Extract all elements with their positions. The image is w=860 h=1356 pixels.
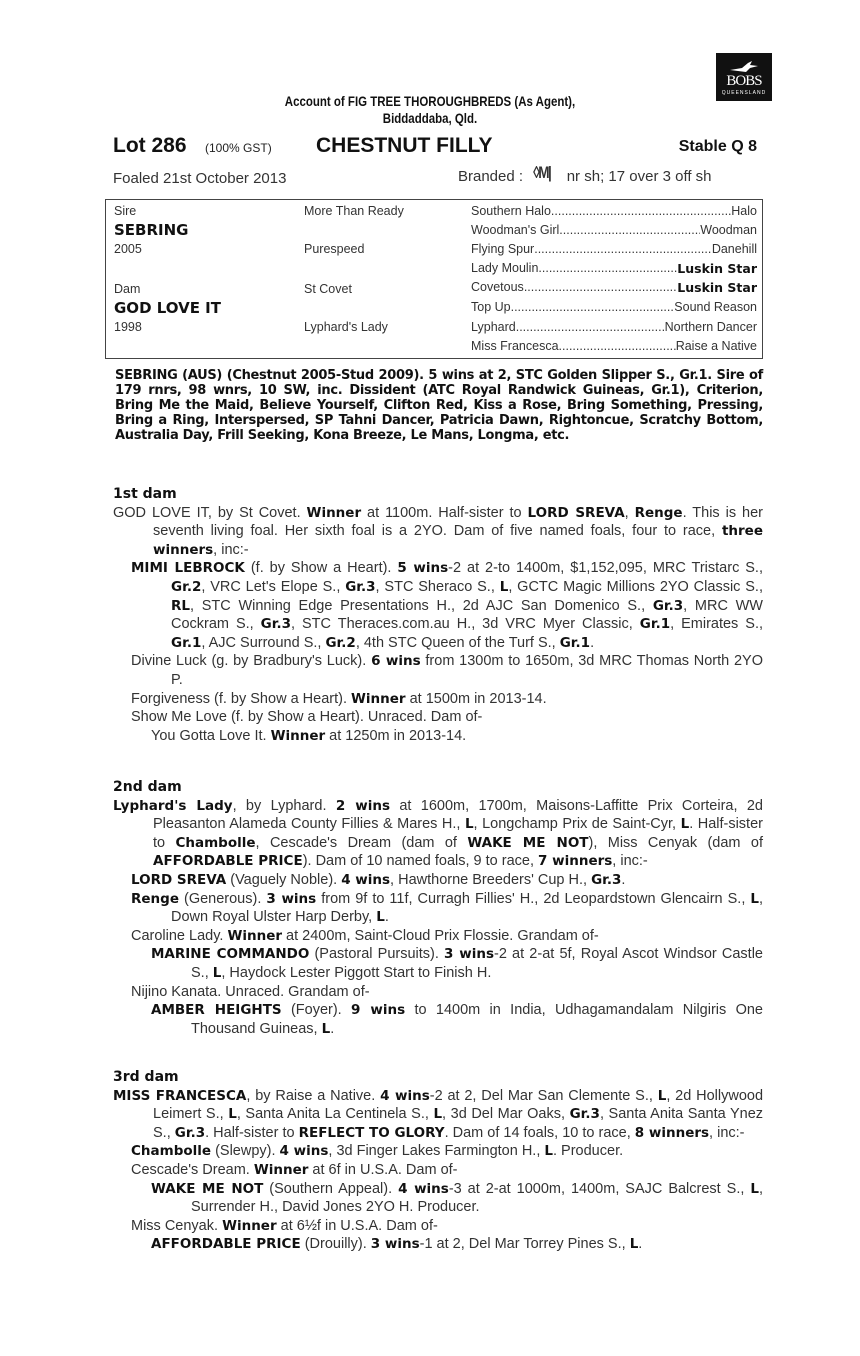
text-run: (Vaguely Noble). — [226, 871, 342, 888]
brand-detail: nr sh; 17 over 3 off sh — [566, 168, 712, 185]
text-run: Nijino Kanata. Unraced. Grandam of- — [131, 983, 370, 1000]
entry-paragraph — [113, 690, 763, 709]
horse-name: Flying Spur — [471, 242, 535, 256]
bold-highlight: Renge — [634, 504, 683, 521]
bold-highlight: AFFORDABLE PRICE — [151, 1236, 301, 1253]
text-run: -1 at 2, Del Mar Torrey Pines S., — [419, 1236, 630, 1253]
text-run: , STC Sheraco S., — [375, 578, 500, 595]
entry-paragraph — [113, 871, 763, 890]
sire-name: Northern Dancer — [664, 320, 757, 334]
text-run: . — [638, 1236, 643, 1253]
bold-highlight: Winner — [253, 1161, 309, 1178]
third-gen-row — [471, 339, 757, 353]
text-run: . Producer. — [553, 1143, 624, 1160]
section-heading: 3rd dam — [113, 1069, 179, 1085]
stable-location: Stable Q 8 — [678, 138, 757, 155]
text-run: from 9f to 11f, Curragh Fillies' H., 2d Leopardstown Glencairn S., — [316, 890, 751, 907]
leader-dots — [551, 204, 731, 218]
text-run: -2 at 2-at 5f, Royal Ascot Windsor Castle S., — [191, 946, 763, 981]
bold-highlight: Gr.2 — [171, 578, 202, 595]
text-run: , Santa Anita Santa Ynez S., — [153, 1106, 764, 1141]
text-run: , AJC Surround S., — [201, 634, 326, 651]
sire-name: SEBRING — [114, 221, 189, 239]
leader-dots — [524, 280, 677, 295]
text-run: (Pastoral Pursuits). — [309, 946, 445, 963]
bold-highlight: L — [464, 816, 474, 833]
horse-name: Covetous — [471, 280, 524, 294]
bold-highlight: L — [433, 1106, 443, 1123]
bold-highlight: L — [680, 816, 690, 833]
entry-paragraph — [113, 1087, 763, 1143]
vendor-line-2: Biddaddaba, Qld. — [382, 110, 478, 126]
third-gen-row — [471, 300, 757, 314]
text-run: , inc:- — [213, 541, 249, 558]
bold-highlight: Gr.3 — [260, 616, 292, 633]
text-run: Caroline Lady. — [131, 927, 228, 944]
brand-mark-icon: ◊M| — [533, 163, 551, 182]
logo-subtext: QUEENSLAND — [721, 90, 767, 96]
bold-highlight: Gr.3 — [345, 578, 376, 595]
text-run: , 3d Finger Lakes Farmington H., — [328, 1143, 545, 1160]
bold-highlight: 3 wins — [370, 1236, 420, 1253]
leader-dots — [559, 339, 676, 353]
text-run: (Generous). — [178, 890, 267, 907]
bold-highlight: Winner — [270, 727, 326, 744]
bold-highlight: WAKE ME NOT — [467, 834, 589, 851]
horse-name: Miss Francesca — [471, 339, 559, 353]
bold-highlight: L — [228, 1106, 237, 1123]
entry-paragraph — [113, 797, 763, 871]
text-run: at 1250m in 2013-14. — [325, 727, 467, 744]
text-run: , Santa Anita La Centinela S., — [236, 1106, 434, 1123]
entry-paragraph — [113, 1161, 763, 1180]
third-gen-row — [471, 204, 757, 218]
bold-highlight: L — [629, 1236, 639, 1253]
lot-description: CHESTNUT FILLY — [316, 134, 493, 157]
entry-paragraph — [113, 1217, 763, 1236]
bold-highlight: Gr.1 — [639, 616, 671, 633]
dam-name: GOD LOVE IT — [114, 299, 221, 317]
third-dam-section — [113, 1068, 763, 1254]
text-run: , Surrender H., David Jones 2YO H. Producer. — [191, 1180, 763, 1216]
third-gen-row — [471, 242, 757, 256]
text-run: . — [590, 634, 595, 651]
sire-sire: More Than Ready — [304, 204, 404, 218]
entry-paragraph — [113, 559, 763, 652]
text-run: at 1500m in 2013-14. — [405, 690, 547, 707]
bold-highlight: L — [212, 964, 222, 981]
section-heading: 1st dam — [113, 486, 177, 502]
bold-highlight: Gr.3 — [569, 1106, 600, 1123]
text-run: GOD LOVE IT, by St Covet. — [113, 504, 307, 521]
third-gen-row — [471, 223, 757, 237]
text-run: , Haydock Lester Piggott Start to Finish H. — [221, 964, 492, 981]
sire-name: Luskin Star — [677, 261, 757, 276]
horse-name: Woodman's Girl — [471, 223, 560, 237]
bird-icon — [728, 60, 760, 74]
dam-dam: Lyphard's Lady — [304, 320, 388, 334]
leader-dots — [559, 223, 700, 237]
section-heading: 2nd dam — [113, 779, 182, 795]
bold-highlight: 9 wins — [351, 1002, 406, 1019]
entry-paragraph — [113, 927, 763, 946]
bold-highlight: 7 winners — [538, 853, 613, 870]
text-run: , Down Royal Ulster Harp Derby, — [171, 890, 764, 926]
text-run: , Longchamp Prix de Saint-Cyr, — [473, 816, 681, 833]
text-run: , GCTC Magic Millions 2YO Classic S., — [508, 578, 763, 595]
text-run: -3 at 2-at 1000m, 1400m, SAJC Balcrest S., — [448, 1180, 751, 1197]
text-run: , Cescade's Dream (dam of — [255, 834, 468, 851]
text-run: at 6f in U.S.A. Dam of- — [308, 1161, 458, 1178]
leader-dots — [516, 320, 665, 334]
entry-paragraph — [113, 983, 763, 1002]
bold-highlight: LORD SREVA — [131, 871, 227, 888]
sire-name: Danehill — [711, 242, 757, 256]
text-run: Divine Luck (g. by Bradbury's Luck). — [131, 653, 372, 670]
entry-paragraph — [113, 1001, 763, 1038]
entry-paragraph — [113, 504, 763, 560]
bold-highlight: L — [657, 1087, 667, 1104]
bold-highlight: MARINE COMMANDO — [151, 946, 310, 963]
text-run: (Foyer). — [281, 1002, 352, 1019]
text-run: at 1100m. Half-sister to — [361, 504, 528, 521]
text-run: , Emirates S., — [670, 616, 763, 633]
branded-label: Branded : — [458, 168, 524, 185]
entry-paragraph — [113, 945, 763, 982]
text-run: at 2400m, Saint-Cloud Prix Flossie. Grandam of- — [282, 927, 599, 944]
bold-highlight: AMBER HEIGHTS — [151, 1002, 282, 1019]
lot-header — [113, 134, 763, 164]
bold-highlight: Gr.1 — [559, 634, 591, 651]
leader-dots — [538, 261, 677, 276]
bold-highlight: Chambolle — [131, 1143, 212, 1160]
third-gen-row — [471, 320, 757, 334]
bold-highlight: LORD SREVA — [527, 504, 625, 521]
gst-note: (100% GST) — [205, 141, 272, 155]
bold-highlight: 4 wins — [398, 1180, 449, 1197]
text-run: , 3d Del Mar Oaks, — [442, 1106, 570, 1123]
vendor-line-1: Account of FIG TREE THOROUGHBREDS (As Agent), — [284, 93, 576, 109]
third-gen-row — [471, 280, 757, 295]
bold-highlight: AFFORDABLE PRICE — [153, 853, 303, 870]
text-run: Miss Cenyak. — [131, 1217, 223, 1234]
bold-highlight: L — [321, 1020, 331, 1037]
logo-text: BOBS — [726, 73, 762, 89]
bold-highlight: Winner — [222, 1217, 277, 1234]
text-run: Show Me Love (f. by Show a Heart). Unraced. Dam of- — [131, 709, 483, 726]
bold-highlight: MIMI LEBROCK — [131, 560, 245, 577]
entry-paragraph — [113, 652, 763, 689]
dam-sire: St Covet — [304, 282, 352, 296]
text-run: (f. by Show a Heart). — [244, 560, 398, 577]
bold-highlight: L — [499, 578, 509, 595]
bold-highlight: Renge — [131, 890, 179, 907]
section-body — [113, 504, 763, 746]
horse-name: Top Up — [471, 300, 511, 314]
text-run: , 4th STC Queen of the Turf S., — [355, 634, 560, 651]
section-body — [113, 1087, 763, 1254]
bold-highlight: 6 wins — [371, 653, 421, 670]
entry-paragraph — [113, 1142, 763, 1161]
third-gen-row — [471, 261, 757, 276]
bold-highlight: 3 wins — [266, 890, 317, 907]
bold-highlight: Chambolle — [175, 834, 256, 851]
leader-dots — [511, 300, 675, 314]
dam-year: 1998 — [114, 320, 142, 334]
horse-name: Southern Halo — [471, 204, 551, 218]
sire-dam: Purespeed — [304, 242, 365, 256]
bold-highlight: 4 wins — [380, 1087, 430, 1104]
text-run: , inc:- — [709, 1124, 745, 1141]
bold-highlight: 4 wins — [279, 1143, 329, 1160]
text-run: to 1400m in India, Udhagamandalam Nilgiris One Thousand Guineas, — [191, 1002, 763, 1037]
bold-highlight: 3 wins — [444, 946, 495, 963]
entry-paragraph — [113, 708, 763, 727]
horse-name: Lady Moulin — [471, 261, 539, 275]
text-run: , inc:- — [612, 853, 648, 870]
bold-highlight: Gr.2 — [325, 634, 356, 651]
text-run: from 1300m to 1650m, 3d MRC Thomas North 2YO P. — [171, 653, 764, 688]
text-run: , Hawthorne Breeders' Cup H., — [390, 871, 592, 888]
sire-name: Woodman — [700, 223, 757, 237]
text-run: , — [624, 504, 635, 521]
bold-highlight: Gr.3 — [174, 1124, 206, 1141]
text-run: , STC Winning Edge Presentations H., 2d AJC San Domenico S., — [190, 597, 653, 614]
bold-highlight: 8 winners — [634, 1124, 710, 1141]
entry-paragraph — [113, 1180, 763, 1217]
text-run: . — [384, 909, 389, 926]
bold-highlight: Winner — [227, 927, 283, 944]
horse-name: Lyphard — [471, 320, 516, 334]
text-run: ), Miss Cenyak (dam of — [588, 834, 763, 851]
bold-highlight: Gr.3 — [591, 871, 622, 888]
text-run: at 1600m, 1700m, Maisons-Laffitte Prix Corteira, 2d Pleasanton Alameda County Fillies & Mares H., — [153, 797, 763, 833]
text-run: -2 at 2, Del Mar San Clemente S., — [429, 1087, 658, 1104]
lot-number: Lot 286 — [113, 134, 187, 157]
bold-highlight: RL — [171, 597, 190, 614]
entry-paragraph — [113, 1235, 763, 1254]
text-run: Forgiveness (f. by Show a Heart). — [131, 690, 351, 707]
bold-highlight: WAKE ME NOT — [151, 1180, 264, 1197]
pedigree-table — [105, 199, 763, 359]
text-run: ). Dam of 10 named foals, 9 to race, — [302, 853, 539, 870]
second-dam-section — [113, 778, 763, 1038]
text-run: . Dam of 14 foals, 10 to race, — [444, 1124, 635, 1141]
sire-name: Luskin Star — [677, 280, 757, 295]
text-run: (Drouilly). — [300, 1236, 371, 1253]
sire-description: SEBRING (AUS) (Chestnut 2005-Stud 2009). 5 wins at 2, STC Golden Slipper S., Gr.1. Sire of 179 rnrs, 98 wnrs, 10 SW, inc. Dissident (ATC Royal Randwick Guineas, Gr.1), Criterion, Bring Me the Maid, Believe Yourself, Clifton Red, Kiss a Rose, Bring Something, Pressing, Bring a Ring, Interspersed, SP Tahni Dancer, Patricia Dawn, Rightoncue, Scratchy Bottom, Australia Day, Frill Seeking, Kona Breeze, Le Mans, Longma, etc. — [115, 368, 763, 443]
bold-highlight: L — [750, 890, 759, 907]
branded-info — [458, 163, 712, 188]
text-run: . — [621, 871, 626, 888]
text-run: , STC Theraces.com.au H., 3d VRC Myer Classic, — [291, 616, 640, 633]
text-run: , by Raise a Native. — [246, 1087, 381, 1104]
sire-name: Halo — [731, 204, 757, 218]
text-run: . This is her seventh living foal. Her sixth foal is a 2YO. Dam of five named foals, four to race, — [153, 504, 763, 540]
leader-dots — [534, 242, 712, 256]
bold-highlight: Gr.3 — [652, 597, 684, 614]
bold-highlight: Winner — [306, 504, 362, 521]
bold-highlight: three winners — [153, 523, 763, 558]
text-run: . — [330, 1020, 335, 1037]
sire-name: Raise a Native — [675, 339, 757, 353]
bold-highlight: L — [544, 1143, 553, 1160]
bold-highlight: 4 wins — [341, 871, 391, 888]
text-run: , MRC WW Cockram S., — [171, 597, 763, 633]
foaled-date: Foaled 21st October 2013 — [113, 170, 287, 187]
text-run: at 6½f in U.S.A. Dam of- — [276, 1217, 438, 1234]
section-body — [113, 797, 763, 1039]
bold-highlight: 2 wins — [335, 797, 390, 814]
sire-label: Sire — [114, 204, 137, 218]
text-run: (Slewpy). — [211, 1143, 280, 1160]
sire-year: 2005 — [114, 242, 142, 256]
first-dam-section — [113, 485, 763, 745]
text-run: . Half-sister to — [205, 1124, 299, 1141]
dam-label: Dam — [114, 282, 141, 296]
sire-name: Sound Reason — [674, 300, 757, 314]
bold-highlight: L — [376, 909, 385, 926]
text-run: . Half-sister to — [153, 816, 763, 851]
bold-highlight: Winner — [351, 690, 406, 707]
text-run: , 2d Hollywood Leimert S., — [153, 1087, 764, 1123]
bold-highlight: L — [750, 1180, 759, 1197]
text-run: (Southern Appeal). — [263, 1180, 399, 1197]
bold-highlight: Gr.1 — [171, 634, 202, 651]
bold-highlight: REFLECT TO GLORY — [298, 1124, 445, 1141]
bold-highlight: Lyphard's Lady — [113, 797, 233, 814]
text-run: -2 at 2-to 1400m, $1,152,095, MRC Tristarc S., — [448, 560, 763, 577]
bold-highlight: MISS FRANCESCA — [113, 1087, 247, 1104]
bold-highlight: 5 wins — [397, 560, 449, 577]
entry-paragraph — [113, 890, 763, 927]
text-run: , by Lyphard. — [232, 797, 336, 814]
text-run: Cescade's Dream. — [131, 1161, 254, 1178]
entry-paragraph — [113, 727, 763, 746]
text-run: You Gotta Love It. — [151, 727, 271, 744]
text-run: , VRC Let's Elope S., — [201, 578, 346, 595]
